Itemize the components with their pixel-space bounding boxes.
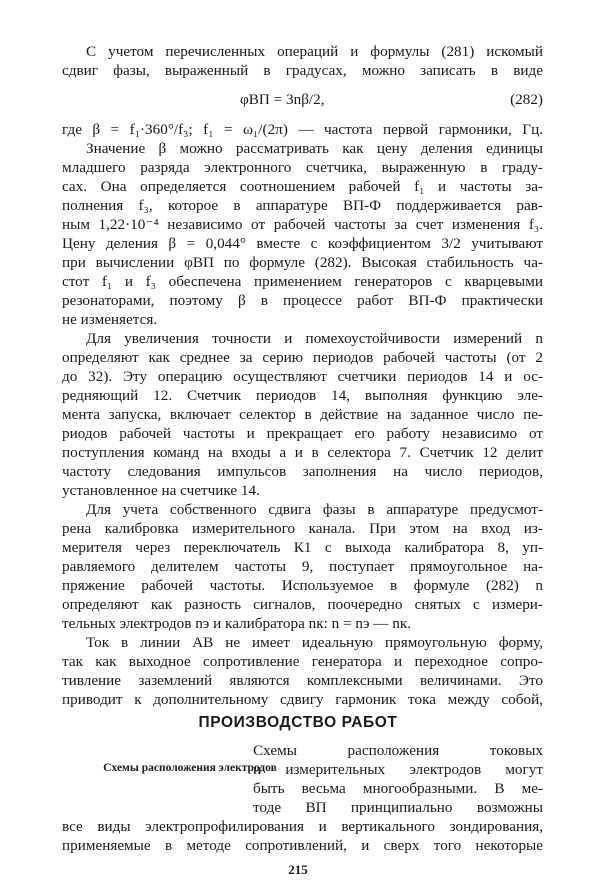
section-heading: ПРОИЗВОДСТВО РАБОТ <box>198 714 398 731</box>
text-line: сдвиг фазы, выраженный в градусах, можно записать в виде <box>62 62 543 79</box>
text-line: равляемого делителем частоты 9, поступает прямоугольное на- <box>62 558 543 575</box>
text-line: Для увеличения точности и помехоустойчивости измерений n <box>86 330 543 347</box>
text-line: поступления команд на входы а и в селектора 7. Счетчик 12 делит <box>62 444 543 461</box>
text-line: Схемы расположения токовых <box>253 742 543 759</box>
text-line: риодов рабочей частоты и прекращает его работу независимо от <box>62 425 543 442</box>
formula-282: φВП = 3nβ/2, <box>240 91 325 108</box>
text-line: мента запуска, включает селектор в действие на заданное число пе- <box>62 406 543 423</box>
text-line: до 32). Эту операцию осуществляют счетчики периодов 14 и ос- <box>62 368 543 385</box>
text-line: редняющий 12. Счетчик периодов 14, выполняя функцию эле- <box>62 387 543 404</box>
text-line: не изменяется. <box>62 311 158 328</box>
text-line: мерителя через переключатель К1 с выхода калибратора 8, уп- <box>62 539 543 556</box>
text-line: полнения f₃, которое в аппаратуре ВП-Ф поддерживается рав- <box>62 197 543 214</box>
text-line: сах. Она определяется соотношением рабочей f₁ и частоты за- <box>62 178 543 195</box>
text-line: резонаторами, поэтому β в процессе работ ВП-Ф практически <box>62 292 543 309</box>
text-line: тивление заземлений являются комплексными величинами. Это <box>62 672 543 689</box>
text-line: все виды электропрофилирования и вертикального зондирования, <box>62 818 543 835</box>
text-line: быть весьма многообразными. В ме- <box>253 780 543 797</box>
page-number: 215 <box>288 862 308 877</box>
text-line: Ток в линии АВ не имеет идеальную прямоугольную форму, <box>86 634 543 651</box>
text-line: рена калибровка измерительного канала. При этом на вход из- <box>62 520 543 537</box>
text-line: так как выходное сопротивление генератора и переходное сопро- <box>62 653 543 670</box>
text-line: тоде ВП принципиально возможны <box>253 799 543 816</box>
text-line: С учетом перечисленных операций и формулы (281) искомый <box>86 43 543 60</box>
equation-number: (282) <box>510 91 543 108</box>
text-line: ным 1,22·10⁻⁴ независимо от рабочей частоты за счет изменения f₃. <box>62 216 543 233</box>
text-line: определяют как разность сигналов, поочередно снятых с измери- <box>62 596 543 613</box>
text-line: частоту следования импульсов заполнения на число периодов, <box>62 463 543 480</box>
text-line: стот f₁ и f₃ обеспечена применением генераторов с кварцевыми <box>62 273 543 290</box>
text-line: младшего разряда электронного счетчика, выраженную в граду- <box>62 159 543 176</box>
text-line: при вычислении φВП по формуле (282). Высокая стабильность ча- <box>62 254 543 271</box>
text-line: пряжение рабочей частоты. Используемое в формуле (282) n <box>62 577 543 594</box>
text-line: и измерительных электродов могут <box>253 761 543 778</box>
text-line: Для учета собственного сдвига фазы в аппаратуре предусмот- <box>86 501 543 518</box>
side-heading: Схемы расположения электродов <box>103 762 277 774</box>
text-line: определяют как среднее за серию периодов рабочей частоты (от 2 <box>62 349 543 366</box>
text-line: Значение β можно рассматривать как цену деления единицы <box>86 140 543 157</box>
text-line: Цену деления β = 0,044° вместе с коэффициентом 3/2 учитывают <box>62 235 543 252</box>
text-line: применяемые в методе сопротивлений, и сверх того некоторые <box>62 837 543 854</box>
text-line: тельных электродов nэ и калибратора nк: n = nэ — nк. <box>62 615 412 632</box>
text-line: приводит к дополнительному сдвигу гармоник тока между собой, <box>62 691 543 708</box>
text-line: установленное на счетчике 14. <box>62 482 260 499</box>
text-line: где β = f₁·360°/f₃; f₁ = ω₁/(2π) — частота первой гармоники, Гц. <box>62 121 543 138</box>
